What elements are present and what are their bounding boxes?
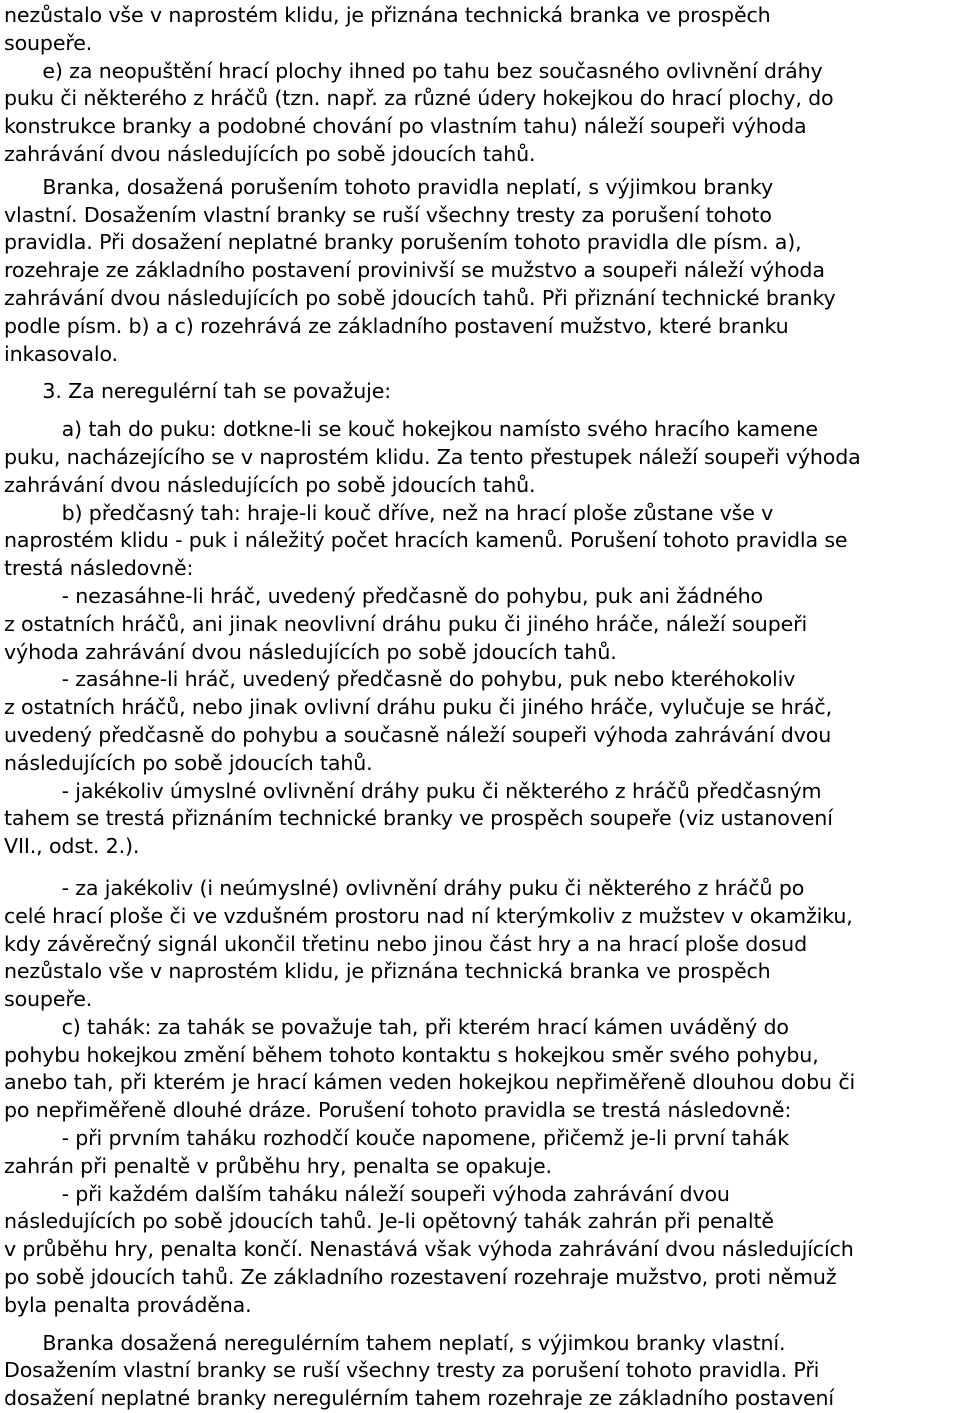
text-line: následujících po sobě jdoucích tahů.	[4, 750, 373, 775]
text-line: rozehraje ze základního postavení provinivší se mužstvo a soupeři náleží výhoda	[4, 258, 825, 283]
text-line: pohybu hokejkou změní během tohoto kontaktu s hokejkou směr svého pohybu,	[4, 1042, 819, 1067]
text-line: konstrukce branky a podobné chování po vlastním tahu) náleží soupeři výhoda	[4, 114, 807, 139]
text-line: zahrán při penaltě v průběhu hry, penalta se opakuje.	[4, 1153, 552, 1178]
text-line: naprostém klidu - puk i náležitý počet hracích kamenů. Porušení tohoto pravidla se	[4, 528, 848, 553]
text-line: zahrávání dvou následujících po sobě jdoucích tahů.	[4, 141, 536, 166]
text-line: výhoda zahrávání dvou následujících po sobě jdoucích tahů.	[4, 639, 617, 664]
text-line: trestá následovně:	[4, 556, 194, 581]
text-line: soupeře.	[4, 987, 93, 1012]
text-line: inkasovalo.	[4, 341, 118, 366]
text-line: puku, nacházejícího se v naprostém klidu. Za tento přestupek náleží soupeři výhoda	[4, 444, 861, 469]
text-line: puku či některého z hráčů (tzn. např. za různé údery hokejkou do hrací plochy, do	[4, 86, 834, 111]
text-line: v průběhu hry, penalta končí. Nenastává však výhoda zahrávání dvou následujících	[4, 1237, 854, 1262]
text-line: anebo tah, při kterém je hrací kámen veden hokejkou nepřiměřeně dlouhou dobu či	[4, 1070, 856, 1095]
text-line: zahrávání dvou následujících po sobě jdoucích tahů. Při přiznání technické branky	[4, 285, 836, 310]
text-line: - při každém dalším taháku náleží soupeři výhoda zahrávání dvou	[4, 1181, 730, 1206]
text-line: celé hrací ploše či ve vzdušném prostoru nad ní kterýmkoliv z mužstev v okamžiku,	[4, 903, 853, 928]
text-line: b) předčasný tah: hraje-li kouč dříve, než na hrací ploše zůstane vše v	[4, 500, 774, 525]
text-line: dosažení neplatné branky neregulérním tahem rozehraje ze základního postavení	[4, 1386, 834, 1411]
text-line: a) tah do puku: dotkne-li se kouč hokejkou namísto svého hracího kamene	[4, 417, 818, 442]
text-line: tahem se trestá přiznáním technické branky ve prospěch soupeře (viz ustanovení	[4, 806, 833, 831]
text-line: - za jakékoliv (i neúmyslné) ovlivnění dráhy puku či některého z hráčů po	[4, 875, 805, 900]
text-line: e) za neopuštění hrací plochy ihned po tahu bez současného ovlivnění dráhy	[4, 58, 823, 83]
text-line: podle písm. b) a c) rozehrává ze základního postavení mužstvo, které branku	[4, 313, 789, 338]
text-line: Dosažením vlastní branky se ruší všechny tresty za porušení tohoto pravidla. Při	[4, 1358, 820, 1383]
text-line: - nezasáhne-li hráč, uvedený předčasně do pohybu, puk ani žádného	[4, 583, 764, 608]
text-line: kdy závěrečný signál ukončil třetinu nebo jinou část hry a na hrací ploše dosud	[4, 931, 807, 956]
paragraph-gap	[4, 368, 952, 378]
text-line: c) tahák: za tahák se považuje tah, při kterém hrací kámen uváděný do	[4, 1014, 789, 1039]
text-line: pravidla. Při dosažení neplatné branky porušením tohoto pravidla dle písm. a),	[4, 230, 802, 255]
text-line: Branka, dosažená porušením tohoto pravidla neplatí, s výjimkou branky	[4, 174, 773, 199]
text-line: následujících po sobě jdoucích tahů. Je-li opětovný tahák zahrán při penaltě	[4, 1209, 774, 1234]
text-line: soupeře.	[4, 30, 93, 55]
text-line: byla penalta prováděna.	[4, 1292, 252, 1317]
text-line: - zasáhne-li hráč, uvedený předčasně do pohybu, puk nebo kteréhokoliv	[4, 667, 796, 692]
text-line: po nepřiměřeně dlouhé dráze. Porušení tohoto pravidla se trestá následovně:	[4, 1098, 792, 1123]
text-line: - při prvním taháku rozhodčí kouče napomene, přičemž je-li první tahák	[4, 1126, 790, 1151]
text-line: vlastní. Dosažením vlastní branky se ruší všechny tresty za porušení tohoto	[4, 202, 772, 227]
text-line: nezůstalo vše v naprostém klidu, je přiznána technická branka ve prospěch	[4, 959, 771, 984]
text-line: Branka dosažená neregulérním tahem neplatí, s výjimkou branky vlastní.	[4, 1330, 786, 1355]
section-heading: 3. Za neregulérní tah se považuje:	[4, 379, 392, 404]
text-line: z ostatních hráčů, ani jinak neovlivní dráhu puku či jiného hráče, náleží soupeři	[4, 611, 808, 636]
text-line: VII., odst. 2.).	[4, 834, 140, 859]
paragraph-gap	[4, 406, 952, 416]
text-line: nezůstalo vše v naprostém klidu, je přiznána technická branka ve prospěch	[4, 3, 771, 27]
text-line: z ostatních hráčů, nebo jinak ovlivní dráhu puku či jiného hráče, vylučuje se hráč,	[4, 695, 832, 720]
paragraph-gap	[4, 861, 952, 875]
text-line: zahrávání dvou následujících po sobě jdoucích tahů.	[4, 472, 536, 497]
paragraph-gap	[4, 1320, 952, 1330]
text-line: uvedený předčasně do pohybu a současně náleží soupeři výhoda zahrávání dvou	[4, 722, 832, 747]
text-line: - jakékoliv úmyslné ovlivnění dráhy puku či některého z hráčů předčasným	[4, 778, 822, 803]
text-line: po sobě jdoucích tahů. Ze základního rozestavení rozehraje mužstvo, proti němuž	[4, 1265, 837, 1290]
